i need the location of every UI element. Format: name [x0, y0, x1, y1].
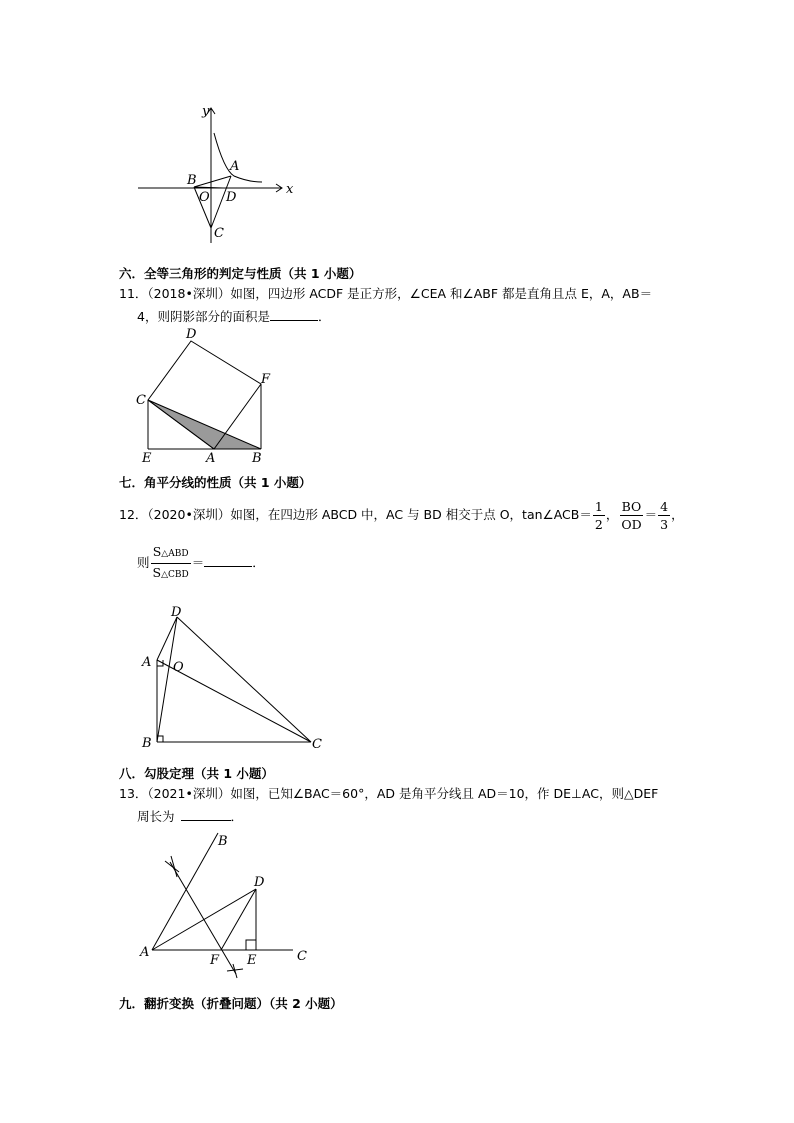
question-12-end: ．: [252, 555, 265, 570]
question-13-line2: [137, 806, 243, 827]
fraction-4-3: [658, 498, 670, 533]
question-11-line1: [119, 284, 652, 304]
question-11-text-1: 11．（2018•深圳）如图，四边形 ACDF 是正方形，∠CEA 和∠ABF 都是直角且点 E，A，AB＝: [119, 286, 653, 301]
label-D: D: [254, 875, 265, 890]
label-C: C: [312, 737, 322, 752]
label-B: B: [218, 834, 228, 849]
arc-mark-upper-1: [165, 861, 179, 872]
label-B: B: [187, 173, 197, 188]
label-x: x: [286, 182, 294, 197]
fraction-BO-OD: [619, 498, 643, 533]
answer-blank-13[interactable]: [181, 806, 231, 821]
q12-eq2: ＝: [191, 555, 205, 570]
frac3-denominator: 3: [660, 517, 669, 532]
question-12-text-1: 12．（2020•深圳）如图，在四边形 ABCD 中，AC 与 BD 相交于点 O，tan∠ACB＝: [119, 507, 592, 522]
frac1-numerator: 1: [594, 499, 603, 514]
question-13-text-1: 13．（2021•深圳）如图，已知∠BAC＝60°，AD 是角平分线且 AD＝10，作 DE⊥AC，则△DEF: [119, 786, 659, 801]
segment-BD: [157, 617, 177, 742]
label-F: F: [210, 953, 220, 968]
q12-ze: 则: [137, 555, 150, 570]
label-A: A: [140, 945, 150, 960]
frac2-numerator: BO: [621, 499, 642, 514]
ratio-num-sub: △ABD: [161, 549, 189, 559]
question-11-end: ．: [317, 309, 331, 324]
section-title-7: 七．角平分线的性质（共 1 小题）: [119, 475, 312, 490]
figure-square-shaded-triangle: [130, 325, 290, 465]
label-D: D: [226, 190, 237, 205]
label-O: O: [173, 660, 184, 675]
label-F: F: [261, 372, 271, 387]
fraction-area-ratio: [151, 543, 191, 584]
q12-comma: ，: [671, 507, 684, 522]
figure-quadrilateral-ABCD: [135, 600, 335, 755]
section-title-6: 六．全等三角形的判定与性质（共 1 小题）: [119, 266, 362, 281]
ratio-denominator: [151, 564, 191, 584]
ratio-numerator: [151, 543, 191, 564]
label-A: A: [142, 655, 152, 670]
segment-BA: [194, 176, 231, 187]
right-angle-mark-E: [246, 940, 256, 950]
hyperbola-curve: [214, 133, 262, 182]
label-y: y: [202, 104, 210, 119]
label-A: A: [230, 159, 240, 174]
label-D: D: [171, 605, 182, 620]
figure-coordinate-graph: [130, 100, 300, 250]
question-11-line2: [137, 306, 330, 327]
section-title-8: 八．勾股定理（共 1 小题）: [119, 766, 274, 781]
frac2-denominator: OD: [621, 517, 642, 532]
frac1-denominator: 2: [594, 517, 603, 532]
q12-eq: ＝: [644, 507, 658, 522]
label-C: C: [136, 393, 146, 408]
section-title-9: 九．翻折变换（折叠问题）（共 2 小题）: [119, 996, 343, 1011]
label-C: C: [214, 226, 224, 241]
question-13-text-2: 周长为: [137, 809, 175, 824]
question-13-end: ．: [230, 809, 244, 824]
segment-DF: [221, 889, 256, 950]
q12-sep: ，: [605, 507, 619, 522]
question-13-line1: [119, 784, 658, 804]
answer-blank-12[interactable]: [204, 552, 252, 567]
question-12-line1: [119, 493, 684, 537]
question-12-line2: [137, 541, 265, 585]
answer-blank-11[interactable]: [270, 306, 318, 321]
label-A: A: [206, 451, 216, 466]
ray-AB: [152, 833, 218, 950]
frac3-numerator: 4: [660, 499, 669, 514]
label-C: C: [297, 949, 307, 964]
label-E: E: [247, 953, 257, 968]
segment-CD: [177, 617, 311, 742]
label-E: E: [142, 451, 152, 466]
arc-mark-lower-2: [233, 964, 237, 978]
label-D: D: [186, 327, 197, 342]
label-O: O: [199, 190, 210, 205]
label-B: B: [142, 736, 152, 751]
question-11-text-2: 4，则阴影部分的面积是: [137, 309, 270, 324]
ratio-den-sub: △CBD: [161, 570, 189, 580]
ratio-num-S: S: [152, 544, 162, 559]
label-B: B: [252, 451, 262, 466]
perpendicular-bisector: [170, 862, 236, 974]
figure-angle-bisector: [135, 825, 325, 980]
ratio-den-S: S: [152, 565, 162, 580]
fraction-1-2: [593, 498, 605, 533]
